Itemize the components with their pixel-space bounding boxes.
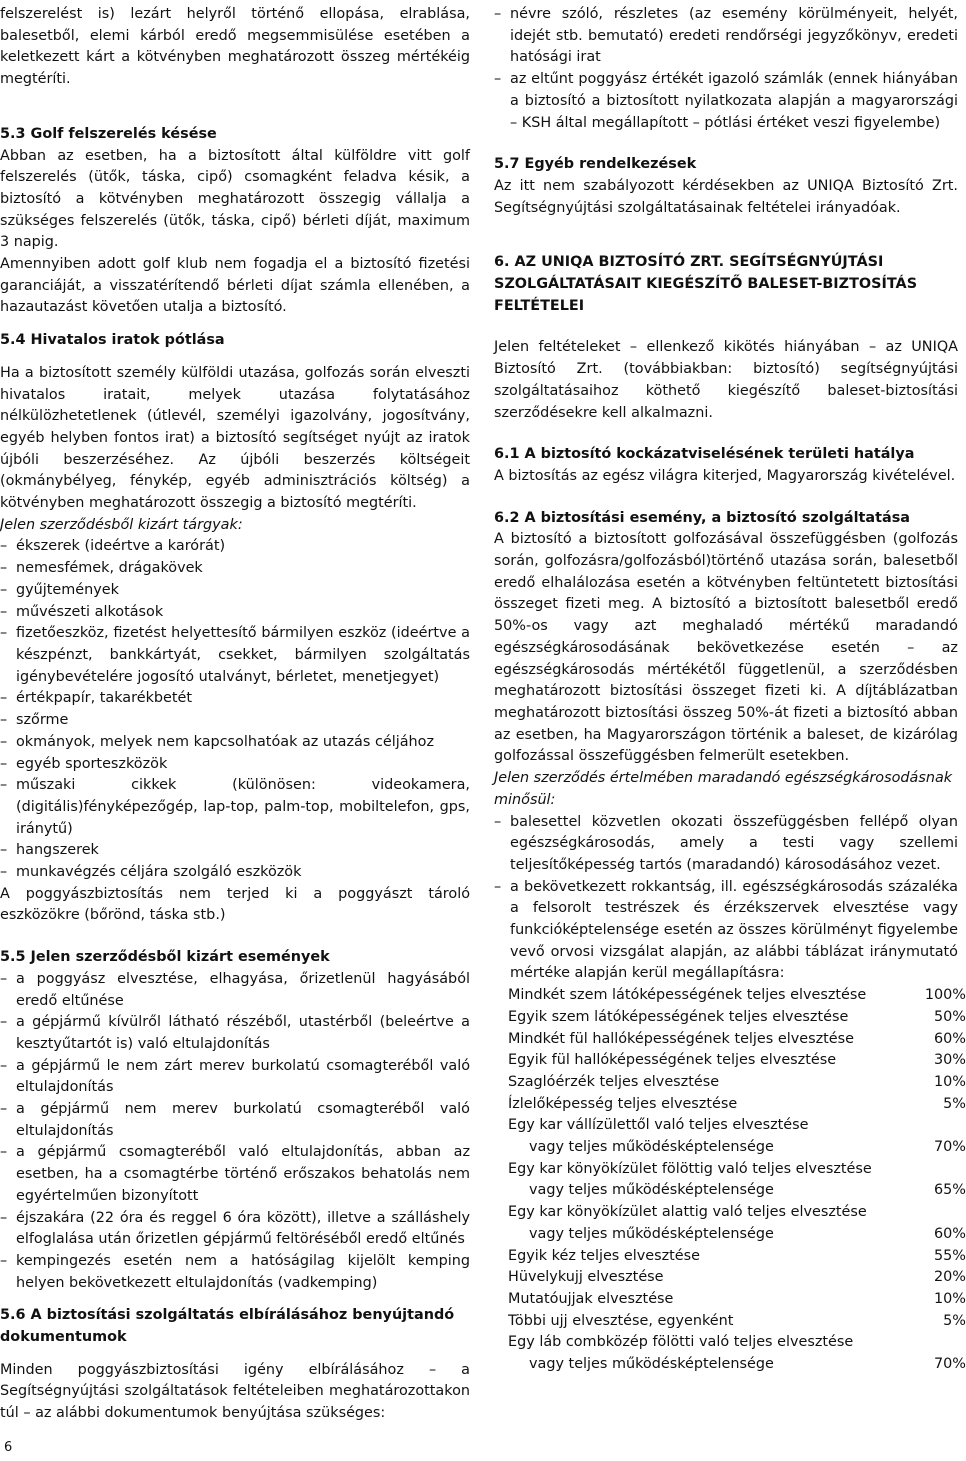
table-label-cell: [508, 1094, 919, 1116]
excluded-item: – fizetőeszköz, fizetést helyettesítő bármilyen eszköz (ideértve a készpénzt, bankkártyát, csekket, bármilyen szolgáltatás igénybevételére jogosító utalványt, bérletet, menetjegyet): [0, 623, 470, 688]
injury-label-continuation: vagy teljes működésképtelensége: [529, 1139, 774, 1156]
document-item: – névre szóló, részletes (az esemény körülményeit, helyét, idejét stb. bemutató) eredeti rendőrségi jegyzőkönyv, eredeti hatósági irat: [494, 4, 958, 69]
excluded-event-item: – a gépjármű csomagteréből való eltulajdonítás, abban az esetben, ha a csomagtérbe történő erőszakos behatolás nem egyértelműen bizonyított: [0, 1142, 470, 1207]
section-5-7-title: 5.7 Egyéb rendelkezések: [494, 156, 697, 173]
injury-label: Egy láb combközép fölötti való teljes elvesztése: [508, 1334, 854, 1351]
excluded-item: – értékpapír, takarékbetét: [0, 688, 470, 710]
excluded-item: – műszaki cikkek (különösen: videokamera, (digitális)fényképezőgép, lap-top, palm-top, mobiltelefon, gps, iránytű): [0, 775, 470, 840]
percentage-value: 60%: [934, 1030, 966, 1047]
page-number: 6: [4, 1440, 13, 1455]
percentage-value: 70%: [934, 1356, 966, 1373]
definition-item: – a bekövetkezett rokkantság, ill. egészségkárosodás százaléka a felsorolt testrészek és érzékszervek elvesztése vagy funkcióképtelensége esetén az összes körülményt figyelembe vevő orvosi vizsgálat alapján, az alábbi táblázat iránymutató mértéke alapján kerül megállapításra:: [494, 877, 958, 986]
percentage-value: 5%: [943, 1095, 966, 1112]
section-6-2-paragraph: A biztosító a biztosított golfozásával összefüggésben (golfozás során, golfozásra/golfozásból)történő utazása során, balesetből eredő elhalálozása esetén a kötvényben feltüntetett biztosítási összeget fizeti meg. A biztosító a biztosított balesetből eredő 50%-os vagy azt meghaladó mértékű maradandó egészségkárosodásának bekövetkezése esetén – az egészségkárosodás mértékétől függetlenül, a szerződésben meghatározott biztosítási összeget fizeti ki. A díjtáblázatban meghatározott biztosítási összeg 50%-át fizeti a biztosító abban az esetben, ha Magyarországon történik a baleset, de kizárólag golfozással összefüggésben felmerült esetekben.: [494, 531, 958, 765]
table-label-cell: [508, 1050, 919, 1072]
excluded-item: – okmányok, melyek nem kapcsolhatóak az utazás céljához: [0, 732, 470, 754]
documents-list: [494, 4, 958, 134]
percentage-value: 10%: [934, 1073, 966, 1090]
excluded-item: – gyűjtemények: [0, 580, 470, 602]
table-label-cell: [508, 1267, 919, 1289]
section-6-2-label: Jelen szerződés értelmében maradandó egészségkárosodásnak minősül:: [494, 770, 953, 808]
excluded-item: – nemesfémek, drágakövek: [0, 558, 470, 580]
definition-item: – balesettel közvetlen okozati összefüggésben fellépő olyan egészségkárosodás, amely a testi vagy szellemi teljesítőképesség tartós (maradandó) károsodásához vezet.: [494, 812, 958, 877]
section-6-title: 6. AZ UNIQA BIZTOSÍTÓ ZRT. SEGÍTSÉGNYÚJTÁSI SZOLGÁLTATÁSAIT KIEGÉSZÍTŐ BALESET-BIZTOSÍTÁS FELTÉTELEI: [494, 254, 918, 314]
section-5-6-title: 5.6 A biztosítási szolgáltatás elbírálásához benyújtandó dokumentumok: [0, 1307, 455, 1346]
excluded-event-item: – kempingezés esetén nem a hatóságilag kijelölt kemping helyen bekövetkezett eltulajdonítás (vadkemping): [0, 1251, 470, 1294]
table-label-cell: [508, 1072, 919, 1094]
injury-label: Egy kar könyökízület alattig való teljes elvesztése: [508, 1204, 867, 1221]
table-row: [508, 1267, 966, 1289]
left-column: [0, 4, 470, 1425]
table-row: [508, 1159, 966, 1202]
table-row: [508, 1311, 966, 1333]
injury-label: Szaglóérzék teljes elvesztése: [508, 1073, 720, 1090]
disability-percentage-table: [508, 985, 966, 1376]
injury-label: Egyik kéz teljes elvesztése: [508, 1247, 700, 1264]
excluded-event-item: – éjszakára (22 óra és reggel 6 óra között), illetve a szálláshely elfoglalása után őrizetlen gépjármű feltöréséből eredő eltűnés: [0, 1208, 470, 1251]
percentage-value: 10%: [934, 1290, 966, 1307]
table-row: [508, 1246, 966, 1268]
table-row: [508, 1332, 966, 1375]
table-label-cell: [508, 1332, 919, 1375]
percentage-value: 65%: [934, 1182, 966, 1199]
injury-label: Többi ujj elvesztése, egyenként: [508, 1312, 734, 1329]
injury-label: Egy kar könyökízület fölöttig való teljes elvesztése: [508, 1160, 872, 1177]
table-row: [508, 1202, 966, 1245]
table-row: [508, 1050, 966, 1072]
luggage-note: A poggyászbiztosítás nem terjed ki a poggyászt tároló eszközökre (bőrönd, táska stb.): [0, 885, 470, 924]
section-6-paragraph: Jelen feltételeket – ellenkező kikötés hiányában – az UNIQA Biztosító Zrt. (továbbiakban: biztosító) segítségnyújtási szolgáltatásaihoz köthető kiegészítő baleset-biztosítási szerződésekre kell alkalmazni.: [494, 339, 958, 421]
percentage-value: 60%: [934, 1225, 966, 1242]
intro-paragraph: felszerelést is) lezárt helyről történő ellopása, elrablása, balesetből, elemi kárból eredő megsemmisülése esetében a keletkezett kárt a kötvényben meghatározott összeg mértékéig megtéríti.: [0, 6, 470, 88]
table-row: [508, 1007, 966, 1029]
injury-label: Egy kar vállízülettől való teljes elvesztése: [508, 1117, 809, 1134]
table-row: [508, 1029, 966, 1051]
percentage-value: 5%: [943, 1312, 966, 1329]
table-label-cell: [508, 1311, 919, 1333]
section-5-4-text-1: Ha a biztosított személy külföldi utazása, golfozás során elveszti hivatalos iratait, melyek utazása folytatásához nélkülözhetetlenek (útlevél, személyi igazolvány, jogosítvány, egyéb helyben fontos irat) a biztosító segítséget nyújt az iratok újbóli beszerzéséhez.: [0, 364, 470, 468]
table-label-cell: [508, 1007, 919, 1029]
section-5-4-text-2: Az újbóli beszerzés költségeit (okmánybélyeg, fénykép, egyéb adminisztrációs költség) a kötvényben meghatározott összegig a biztosító megtéríti.: [0, 451, 470, 512]
injury-label: Ízlelőképesség teljes elvesztése: [508, 1095, 738, 1112]
percentage-value: 50%: [934, 1008, 966, 1025]
injury-label: Hüvelykujj elvesztése: [508, 1269, 664, 1286]
section-5-3-title: 5.3 Golf felszerelés késése: [0, 125, 217, 142]
injury-label: Egyik szem látóképességének teljes elvesztése: [508, 1008, 849, 1025]
excluded-item: – ékszerek (ideértve a karórát): [0, 536, 470, 558]
excluded-event-item: – a gépjármű kívülről látható részéből, utastérből (beleértve a kesztyűtartót is) való eltulajdonítás: [0, 1012, 470, 1055]
section-5-6-paragraph: Minden poggyászbiztosítási igény elbírálásához – a Segítségnyújtási szolgáltatások feltételeiben meghatározottakon túl – az alábbi dokumentumok benyújtása szükséges:: [0, 1361, 470, 1422]
percentage-value: 30%: [934, 1052, 966, 1069]
table-label-cell: [508, 1029, 919, 1051]
table-label-cell: [508, 1202, 919, 1245]
document-item: – az eltűnt poggyász értékét igazoló számlák (ennek hiányában a biztosító a biztosított nyilatkozata alapján a magyarországi – KSH által megállapított – pótlási értéket veszi figyelembe): [494, 69, 958, 134]
table-row: [508, 1115, 966, 1158]
excluded-item: – művészeti alkotások: [0, 602, 470, 624]
section-5-3-paragraph-2: Amennyiben adott golf klub nem fogadja el a biztosító fizetési garanciáját, a visszatérítendő bérleti díjat számla ellenében, a hazautazást követően utalja a biztosító.: [0, 256, 470, 316]
excluded-item: – szőrme: [0, 710, 470, 732]
percentage-value: 70%: [934, 1139, 966, 1156]
percentage-value: 55%: [934, 1247, 966, 1264]
disability-definition-list: [494, 812, 958, 986]
table-label-cell: [508, 1246, 919, 1268]
table-row: [508, 1289, 966, 1311]
percentage-value: 20%: [934, 1269, 966, 1286]
excluded-items-list: [0, 536, 470, 883]
excluded-item: – hangszerek: [0, 840, 470, 862]
section-5-4-title: 5.4 Hivatalos iratok pótlása: [0, 332, 225, 349]
table-label-cell: [508, 1115, 919, 1158]
section-5-3-paragraph-1: Abban az esetben, ha a biztosított által külföldre vitt golf felszerelés (ütők, táska, cipő) csomagként feladva késik, a biztosító a kötvényben meghatározott összegig vállalja a szükséges felszerelés (ütők, táska, cipő) bérleti díját, maximum 3 napig.: [0, 147, 470, 251]
excluded-item: – munkavégzés céljára szolgáló eszközök: [0, 862, 470, 884]
injury-label: Mindkét fül hallóképességének teljes elvesztése: [508, 1030, 854, 1047]
section-5-5-title: 5.5 Jelen szerződésből kizárt események: [0, 949, 330, 966]
section-5-7-paragraph: Az itt nem szabályozott kérdésekben az UNIQA Biztosító Zrt. Segítségnyújtási szolgáltatásainak feltételei irányadóak.: [494, 177, 958, 216]
section-6-1-title: 6.1 A biztosító kockázatviselésének területi hatálya: [494, 446, 915, 463]
table-row: [508, 1072, 966, 1094]
table-label-cell: [508, 1159, 919, 1202]
excluded-item: – egyéb sporteszközök: [0, 754, 470, 776]
right-column: [494, 4, 966, 1376]
excluded-events-list: [0, 969, 470, 1295]
injury-label-continuation: vagy teljes működésképtelensége: [529, 1356, 774, 1373]
injury-label: Egyik fül hallóképességének teljes elvesztése: [508, 1052, 837, 1069]
table-label-cell: [508, 1289, 919, 1311]
table-label-cell: [508, 985, 919, 1007]
section-6-2-title: 6.2 A biztosítási esemény, a biztosító szolgáltatása: [494, 509, 910, 526]
excluded-event-item: – a gépjármű nem merev burkolatú csomagteréből való eltulajdonítás: [0, 1099, 470, 1142]
injury-label-continuation: vagy teljes működésképtelensége: [529, 1225, 774, 1242]
injury-label: Mindkét szem látóképességének teljes elvesztése: [508, 987, 867, 1004]
section-5-4-paragraph-1: [0, 363, 470, 515]
table-row: [508, 1094, 966, 1116]
excluded-event-item: – a poggyász elvesztése, elhagyása, őrizetlenül hagyásából eredő eltűnése: [0, 969, 470, 1012]
injury-label: Mutatóujjak elvesztése: [508, 1290, 674, 1307]
section-6-1-paragraph: A biztosítás az egész világra kiterjed, Magyarország kivételével.: [494, 467, 956, 484]
percentage-value: 100%: [924, 987, 966, 1004]
injury-label-continuation: vagy teljes működésképtelensége: [529, 1182, 774, 1199]
excluded-items-label: Jelen szerződésből kizárt tárgyak:: [0, 516, 243, 533]
table-row: [508, 985, 966, 1007]
excluded-event-item: – a gépjármű le nem zárt merev burkolatú csomagteréből való eltulajdonítás: [0, 1056, 470, 1099]
